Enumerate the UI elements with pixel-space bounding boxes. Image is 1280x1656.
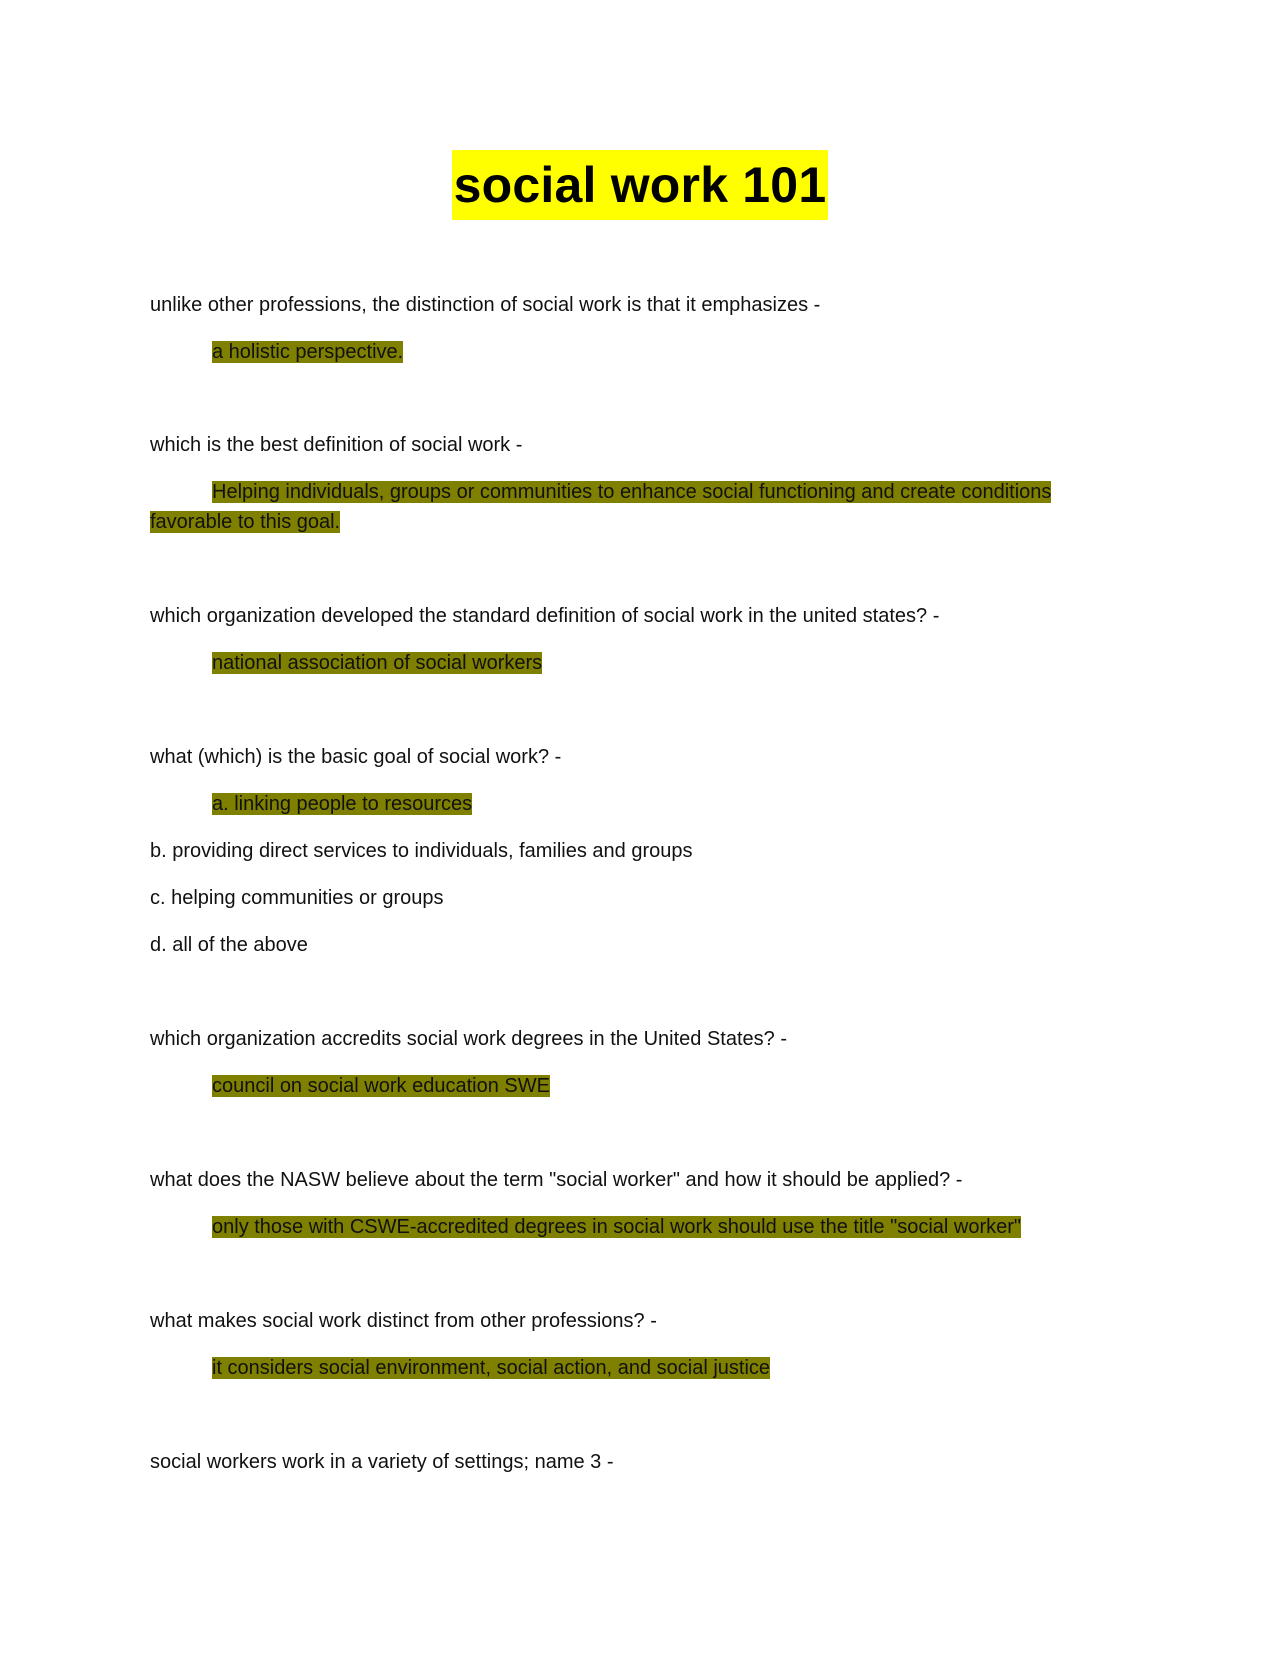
option-d: d. all of the above [150,934,308,956]
answer-6-highlight: only those with CSWE-accredited degrees in social work should use the title "social worker" [212,1216,1022,1238]
answer-4-highlight: a. linking people to resources [212,793,473,815]
question-6: what does the NASW believe about the term "social worker" and how it should be applied? - [150,1169,963,1191]
answer-5 [212,1071,550,1101]
answer-7 [212,1353,770,1383]
page-title: social work 101 [452,150,829,220]
option-b: b. providing direct services to individuals, families and groups [150,840,693,862]
answer-1-highlight: a holistic perspective. [212,341,404,363]
answer-3 [212,648,542,678]
answer-5-highlight: council on social work education SWE [212,1075,550,1097]
answer-4 [212,789,472,819]
answer-2-highlight: Helping individuals, groups or communities to enhance social functioning and create conditions favorable to this goal. [150,481,1052,533]
question-3: which organization developed the standard definition of social work in the united states? - [150,605,940,627]
answer-7-highlight: it considers social environment, social action, and social justice [212,1357,771,1379]
question-5: which organization accredits social work degrees in the United States? - [150,1028,787,1050]
question-7: what makes social work distinct from other professions? - [150,1310,657,1332]
option-c: c. helping communities or groups [150,887,444,909]
answer-3-highlight: national association of social workers [212,652,543,674]
question-1: unlike other professions, the distinction of social work is that it emphasizes - [150,294,821,316]
question-2: which is the best definition of social work - [150,434,523,456]
question-4: what (which) is the basic goal of social work? - [150,746,562,768]
answer-1 [212,337,403,367]
title-container [0,150,1280,220]
answer-6 [212,1212,1021,1242]
question-8: social workers work in a variety of settings; name 3 - [150,1451,614,1473]
answer-2 [150,477,1110,537]
